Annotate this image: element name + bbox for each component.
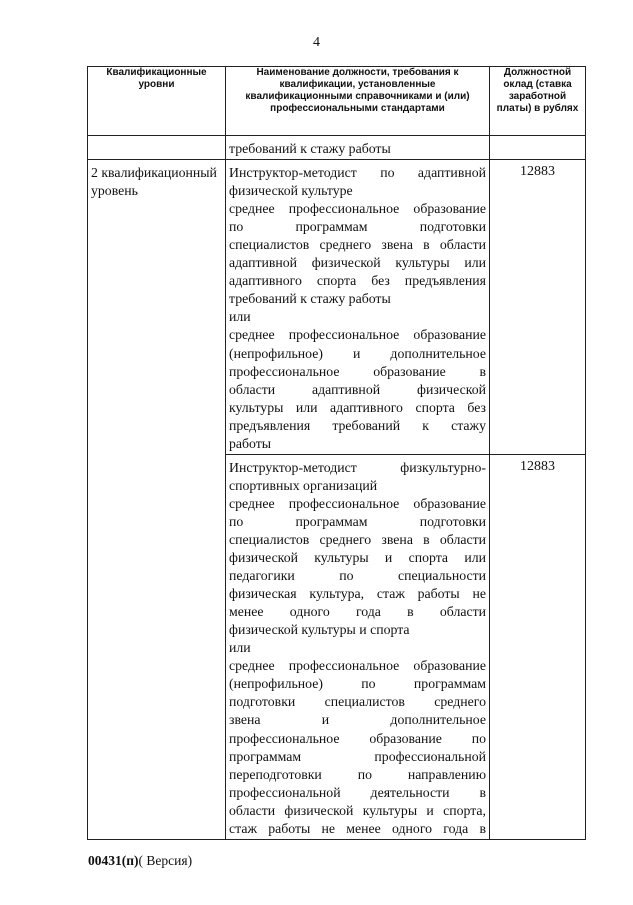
table-header-row xyxy=(88,67,586,136)
header-salary: Должностной оклад (ставка заработной платы) в рублях xyxy=(490,67,586,136)
position-cell xyxy=(226,454,490,839)
description-line: профессиональное образование в xyxy=(229,363,486,379)
description-line: области адаптивной физической xyxy=(229,381,486,397)
salary-cell xyxy=(490,160,586,455)
continuation-cell xyxy=(226,136,490,160)
description-line: среднее профессиональное образование xyxy=(229,327,486,343)
description-line: звена и дополнительное xyxy=(229,712,486,728)
continuation-text: требований к стажу работы xyxy=(229,141,391,156)
description-line: специалистов среднего звена в области xyxy=(229,531,486,547)
description-line: или xyxy=(229,309,251,325)
salary-cell xyxy=(490,454,586,839)
description-line: спортивных организаций xyxy=(229,477,378,493)
description-line: (непрофильное) и дополнительное xyxy=(229,345,486,361)
document-footer xyxy=(88,853,192,869)
description-line: подготовки специалистов среднего xyxy=(229,694,486,710)
header-position-requirements: Наименование должности, требования к квалификации, установленные квалификационными справочниками и (или) профессиональными стандартами xyxy=(226,67,490,136)
table-row xyxy=(88,160,586,455)
description-line: физической культуры и спорта xyxy=(229,622,410,638)
description-line: специалистов среднего звена в области xyxy=(229,237,486,253)
empty-cell xyxy=(490,136,586,160)
description-line: профессиональное образование по xyxy=(229,730,486,746)
description-line: по программам подготовки xyxy=(229,219,486,235)
description-line: среднее профессиональное образование xyxy=(229,495,486,511)
table-row-continuation xyxy=(88,136,586,160)
description-line: адаптивного спорта без предъявления xyxy=(229,273,486,289)
description-line: работы xyxy=(229,435,272,451)
description-line: области физической культуры и спорта, xyxy=(229,802,486,818)
description-line: предъявления требований к стажу xyxy=(229,417,486,433)
description-line: Инструктор-методист по адаптивной xyxy=(229,165,486,181)
description-line: Инструктор-методист физкультурно- xyxy=(229,459,486,475)
document-version: ( Версия) xyxy=(138,853,193,868)
document-code: 00431(п) xyxy=(88,853,139,868)
description-line: (непрофильное) по программам xyxy=(229,676,486,692)
description-line: или xyxy=(229,640,251,656)
level-cell xyxy=(88,160,226,840)
description-line: менее одного года в области xyxy=(229,604,486,620)
salary-value: 12883 xyxy=(520,164,555,180)
description-line: среднее профессиональное образование xyxy=(229,658,486,674)
description-line: физическая культура, стаж работы не xyxy=(229,586,486,602)
description-line: стаж работы не менее одного года в xyxy=(229,820,486,836)
description-line: адаптивной физической культуры или xyxy=(229,255,486,271)
description-line: педагогики по специальности xyxy=(229,568,486,584)
description-line: физической культуре xyxy=(229,183,353,199)
description-line: переподготовки по направлению xyxy=(229,766,486,782)
level-label: 2 квалификационный уровень xyxy=(91,165,217,199)
empty-cell xyxy=(88,136,226,160)
page-number: 4 xyxy=(313,35,320,50)
position-description xyxy=(226,160,489,454)
description-line: программам профессиональной xyxy=(229,748,486,764)
description-line: по программам подготовки xyxy=(229,513,486,529)
description-line: физической культуры и спорта или xyxy=(229,550,486,566)
description-line: профессиональной деятельности в xyxy=(229,784,486,800)
qualification-table xyxy=(87,66,586,840)
description-line: среднее профессиональное образование xyxy=(229,201,486,217)
header-qualification-levels: Квалификационные уровни xyxy=(88,67,226,136)
position-cell xyxy=(226,160,490,455)
position-description xyxy=(226,455,489,839)
salary-value: 12883 xyxy=(520,458,555,474)
description-line: культуры или адаптивного спорта без xyxy=(229,399,486,415)
description-line: требований к стажу работы xyxy=(229,291,391,307)
